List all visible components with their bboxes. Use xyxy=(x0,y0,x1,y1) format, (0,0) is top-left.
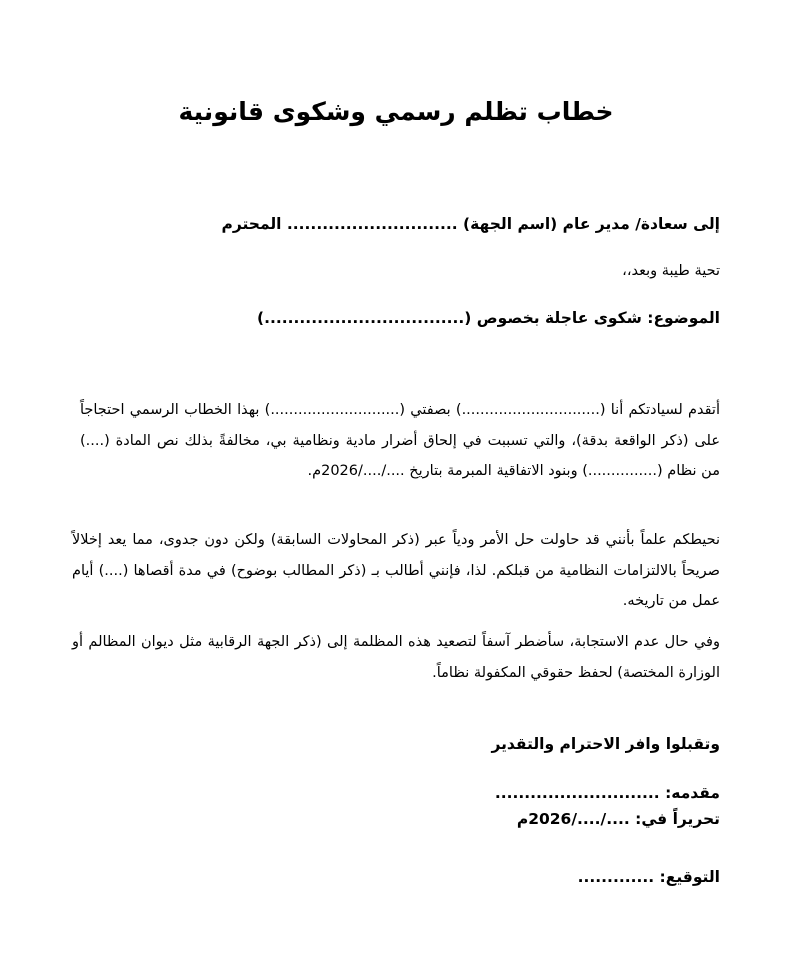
subject-line: الموضوع: شكوى عاجلة بخصوص (..................................) xyxy=(257,309,720,327)
date-line: تحريراً في: ..../..../2026م xyxy=(516,810,720,828)
signature-line: التوقيع: ............. xyxy=(577,868,720,886)
body-paragraph-2: نحيطكم علماً بأنني قد حاولت حل الأمر ودياً عبر (ذكر المحاولات السابقة) ولكن دون جدوى، مما يعد إخلالاً صريحاً بالالتزامات النظامية من قبلكم. لذا، فإنني أطالب بـ (ذكر المطالب بوضوح) في مدة أقصاها (....) أيام عمل من تاريخه. xyxy=(72,532,720,609)
document-title: خطاب تظلم رسمي وشكوى قانونية xyxy=(178,97,614,126)
presenter-line: مقدمه: ............................ xyxy=(494,784,720,802)
body-paragraph-1: أتقدم لسيادتكم أنا (..............................) بصفتي (............................) بهذا الخطاب الرسمي احتجاجاً على (ذكر الواقعة بدقة)، والتي تسببت في إلحاق أضرار مادية ونظامية بي، مخالفةً بذلك نص المادة (....) من نظام (...............) وبنود الاتفاقية المبرمة بتاريخ ..../..../2026م. xyxy=(80,402,720,479)
addressee-line: إلى سعادة/ مدير عام (اسم الجهة) ............................. المحترم xyxy=(221,215,720,233)
closing-line: وتقبلوا وافر الاحترام والتقدير xyxy=(491,735,720,753)
greeting-line: تحية طيبة وبعد،، xyxy=(622,263,720,279)
body-paragraph-3: وفي حال عدم الاستجابة، سأضطر آسفاً لتصعيد هذه المظلمة إلى (ذكر الجهة الرقابية مثل ديوان المظالم أو الوزارة المختصة) لحفظ حقوقي المكفولة نظاماً. xyxy=(72,634,720,681)
